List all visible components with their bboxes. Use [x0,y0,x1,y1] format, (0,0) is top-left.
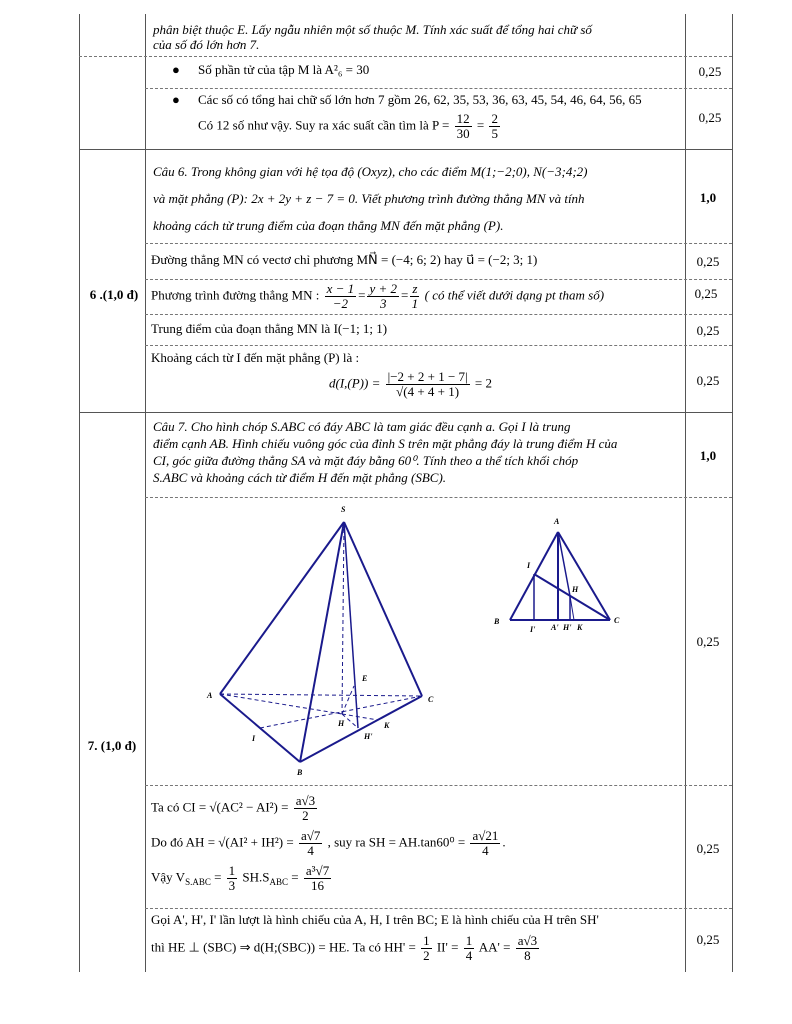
q6-answer-row-1: Đường thẳng MN có vectơ chỉ phương MN⃗ = (−4; 6; 2) hay u⃗ = (−2; 3; 1) [151,252,538,267]
question-line: phân biệt thuộc E. Lấy ngẫu nhiên một số thuộc M. Tính xác suất để tổng hai chữ số [153,22,592,37]
q7-statement [153,418,683,486]
bullet-icon: ● [172,92,180,107]
question-line: điểm cạnh AB. Hình chiếu vuông góc của đỉnh S trên mặt phẳng đáy là trung điểm H của [153,436,618,451]
score-value: 1,0 [699,190,717,205]
fraction: $\frac{1}{2}$ [423,933,430,963]
fraction: $\frac{a√7}{4}$ [300,828,321,858]
q5-answer-row-1 [172,62,682,78]
row-divider [145,345,732,346]
edge-bc [300,696,422,762]
label-c: C [428,695,434,704]
fraction: $\frac{a√3}{2}$ [295,793,316,823]
label-h1: H' [364,732,373,741]
bullet-icon: ● [172,62,180,77]
label-i: I [252,734,256,743]
tri-segment-ic [534,574,610,620]
tri-label-a1: A' [551,623,559,632]
tri-label-b: B [494,617,500,626]
tri-label-k: K [577,623,583,632]
table-label-divider [145,14,146,972]
question-line: và mặt phẳng (P): 2x + 2y + z − 7 = 0. Viết phương trình đường thẳng MN và tính [153,191,585,206]
edge-ac [220,694,422,696]
row-divider [145,88,732,89]
table-left-border [79,14,80,972]
q6-answer-row-4: Khoảng cách từ I đến mặt phẳng (P) là : d(I,(P)) = $\frac{|-2 + 2 + 1 - 7|}{√(4 + 4 + 1)}$ = 2 [151,350,492,399]
edge-sc [344,522,422,696]
row-divider [145,243,732,244]
tri-label-c: C [614,616,620,625]
fraction: $\frac{a√3}{8}$ [517,933,538,963]
question-continuation [153,22,683,52]
score-value: 0,25 [696,932,720,947]
q6-statement [153,158,683,239]
q7-label: 7. (1,0 đ) [87,738,137,753]
fraction: $\frac{y + 2}{3}$ [369,281,398,311]
tri-label-a: A [554,517,560,526]
edge-sa [220,522,344,694]
q7-answer-row-3: Gọi A', H', I' lần lượt là hình chiếu của A, H, I trên BC; E là hình chiếu của H trên SH' thì HE ⊥ (SBC) ⇒ d(H;(SBC)) = HE. Ta có HH' = $\frac{1}{2}$ II' = $\frac{1}{4}$ AA' = $\frac{a√3}{8}$ [151,912,599,963]
score-value: 0,25 [696,323,720,338]
tri-label-h1: H' [563,623,572,632]
label-h: H [338,719,345,728]
q7-answer-row-2: Ta có CI = √(AC² − AI²) = $\frac{a√3}{2}$ Do đó AH = √(AI² + IH²) = $\frac{a√7}{4}$ , suy ra SH = AH.tan60⁰ = $\frac{a√21}{4}$ . Vậy $V_{S.ABC}$ = $\frac{1}{3}$ $SH.S_{ABC}$ = $\frac{\text{a³√7}}{16}$ [151,793,506,893]
score-value: 0,25 [696,254,720,269]
fraction: $\frac{1}{3}$ [228,863,236,893]
answer-text: Số phần tử của tập M là A²₆ = 30 [198,62,370,77]
score-value: 0,25 [696,373,720,388]
tri-label-h: H [572,585,579,594]
row-divider [79,56,732,57]
row-divider [145,279,732,280]
table-right-border [732,14,733,972]
question-line: S.ABC và khoảng cách từ điểm H đến mặt phẳng (SBC). [153,470,447,485]
q6-answer-row-2: Phương trình đường thẳng MN : $\frac{x - 1}{-2}$ = $\frac{y + 2}{3}$ = $\frac{z}{1}$ ( có thể viết dưới dạng pt tham số) [151,281,605,311]
question-line: khoảng cách từ trung điểm của đoạn thẳng MN đến mặt phẳng (P). [153,218,504,233]
label-e: E [362,674,368,683]
row-divider [145,314,732,315]
question-line: Câu 6. Trong không gian với hệ tọa độ (Oxyz), cho các điểm M(1;−2;0), N(−3;4;2) [153,164,588,179]
label-b: B [297,768,303,777]
row-divider [145,785,732,786]
score-value: 0,25 [696,841,720,856]
score-value: 0,25 [698,64,722,79]
fraction: $\frac{\text{a³√7}}{16}$ [305,863,330,893]
tri-label-i: I [527,561,531,570]
segment-ah [220,694,342,714]
q6-answer-row-3: Trung điểm của đoạn thẳng MN là I(−1; 1; 1) [151,321,388,336]
score-value: 0,25 [698,110,722,125]
fraction: $\frac{|-2 + 2 + 1 - 7|}{√(4 + 4 + 1)}$ [387,369,468,399]
table-score-divider [685,14,686,972]
q6-label: 6 .(1,0 đ) [89,287,139,302]
segment-sh [342,522,344,714]
label-k: K [384,721,390,730]
row-divider [145,908,732,909]
score-value: 0,25 [696,634,720,649]
label-s: S [341,505,346,514]
answer-text: Các số có tổng hai chữ số lớn hơn 7 gồm 26, 62, 35, 53, 36, 63, 45, 54, 46, 64, 56, 65 [198,92,642,107]
q5-answer-row-2: ● Các số có tổng hai chữ số lớn hơn 7 gồm 26, 62, 35, 53, 36, 63, 45, 54, 46, 64, 56, 65 Có 12 số như vậy. Suy ra xác suất cần tìm là P = $\frac{12}{30}$ = $\frac{2}{5}$ [172,92,642,141]
tri-label-i1: I' [530,625,536,634]
section-divider [79,412,732,413]
fraction: $\frac{a√21}{4}$ [472,828,499,858]
fraction: $\frac{z}{1}$ [411,281,419,311]
score-value: 0,25 [694,286,718,301]
fraction: $\frac{1}{4}$ [465,933,473,963]
question-line: CI, góc giữa đường thẳng SA và mặt đáy bằng 60⁰. Tính theo a thể tích khối chóp [153,453,579,468]
question-line: của số đó lớn hơn 7. [153,37,260,52]
answer-text: Có 12 số như vậy. Suy ra xác suất cần tìm là P = [198,117,450,133]
score-value: 1,0 [699,448,717,463]
question-line: Câu 7. Cho hình chóp S.ABC có đáy ABC là tam giác đều cạnh a. Gọi I là trung [153,419,571,434]
base-triangle-figure [490,512,630,636]
label-a: A [207,691,213,700]
section-divider [79,149,732,150]
segment-sh1 [344,522,358,728]
segment-hh1 [342,714,358,728]
fraction: $\frac{2}{5}$ [491,111,498,141]
fraction: $\frac{12}{30}$ [456,111,470,141]
fraction: $\frac{x - 1}{-2}$ [326,281,355,311]
